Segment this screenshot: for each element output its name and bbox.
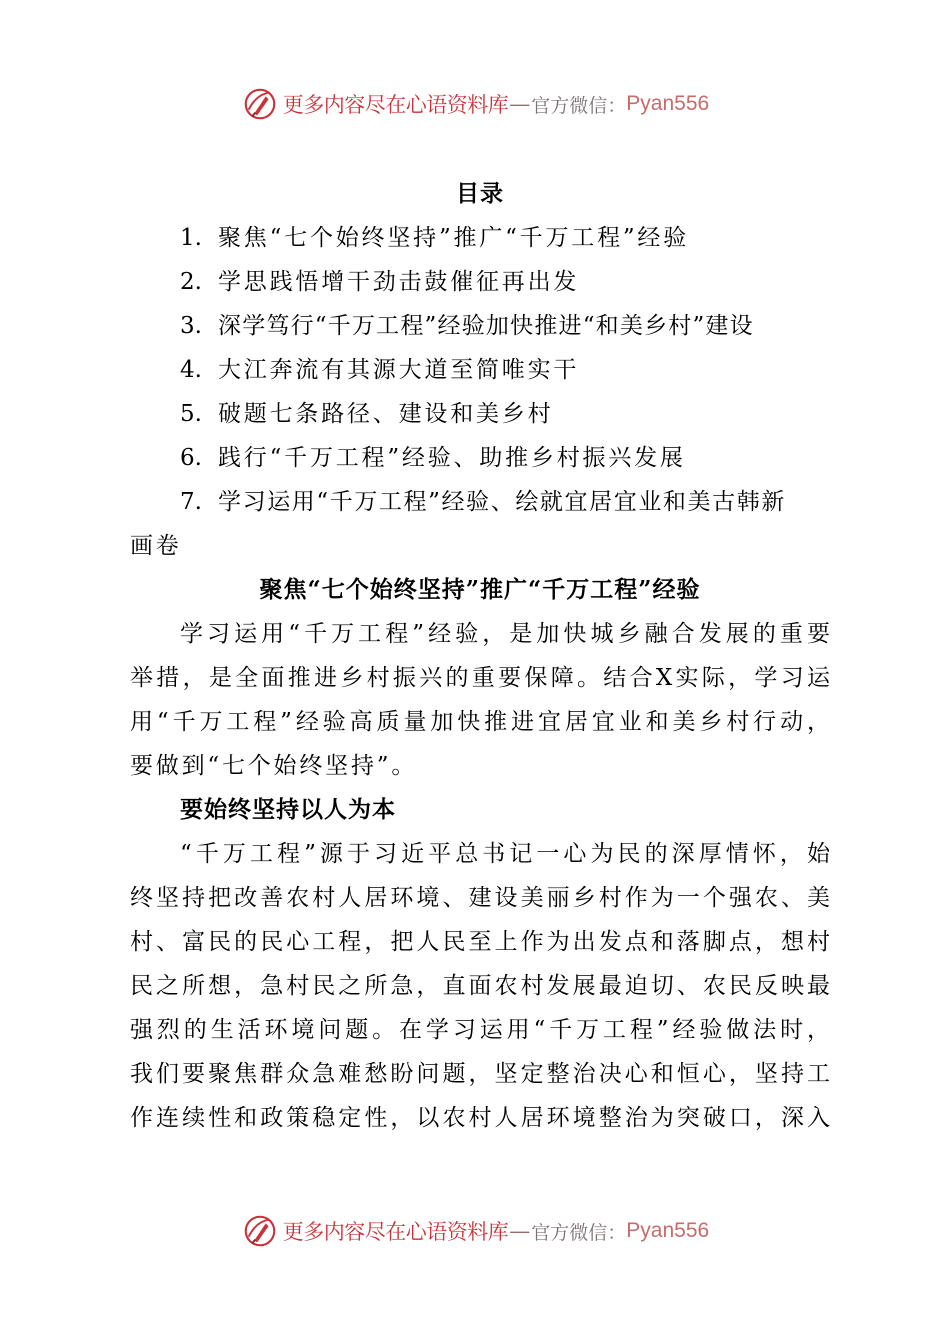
watermark-wechat-label: 官方微信：	[531, 94, 627, 117]
toc-item-number: 5.	[180, 401, 202, 427]
toc-item-text: 大江奔流有其源大道至简唯实干	[218, 357, 580, 383]
toc-item-text: 学思践悟增干劲击鼓催征再出发	[218, 269, 580, 295]
watermark-wechat-label: 官方微信：	[531, 1221, 627, 1244]
watermark-separator: —	[509, 1219, 531, 1243]
paragraph-line: “千万工程”源于习近平总书记一心为民的深厚情怀，始	[180, 841, 830, 867]
toc-item-continuation: 画卷	[130, 533, 182, 559]
paragraph-line: 作连续性和政策稳定性，以农村人居环境整治为突破口，深入	[130, 1105, 830, 1131]
toc-item-text: 践行“千万工程”经验、助推乡村振兴发展	[218, 445, 686, 471]
toc-item	[130, 436, 830, 480]
toc-item	[130, 216, 830, 260]
watermark-footer	[0, 1211, 950, 1251]
toc-item	[130, 260, 830, 304]
toc-item	[130, 304, 830, 348]
watermark-wechat-id: Pyan556	[626, 92, 710, 115]
toc-item-number: 2.	[180, 269, 202, 295]
article-title: 聚焦“七个始终坚持”推广“千万工程”经验	[259, 576, 701, 603]
watermark-main-text: 更多内容尽在心语资料库	[282, 1220, 509, 1244]
paragraph-line: 终坚持把改善农村人居环境、建设美丽乡村作为一个强农、美	[130, 885, 830, 911]
paragraph-line: 村、富民的民心工程，把人民至上作为出发点和落脚点，想村	[130, 929, 830, 955]
toc-item-number: 3.	[180, 313, 202, 339]
toc-item	[130, 480, 830, 524]
watermark-separator: —	[509, 92, 531, 116]
paragraph-line: 举措，是全面推进乡村振兴的重要保障。结合X实际，学习运	[130, 665, 830, 691]
pen-nib-swirl-logo-icon	[241, 1212, 279, 1250]
toc-item-number: 1.	[180, 225, 202, 251]
toc-item-text: 学习运用“千万工程”经验、绘就宜居宜业和美古韩新	[218, 489, 786, 515]
pen-nib-swirl-logo-icon	[241, 85, 279, 123]
paragraph-line: 民之所想，急村民之所急，直面农村发展最迫切、农民反映最	[130, 973, 830, 999]
toc-item	[130, 392, 830, 436]
watermark-header	[0, 84, 950, 124]
toc-item-text: 聚焦“七个始终坚持”推广“千万工程”经验	[218, 225, 690, 251]
watermark-wechat-id: Pyan556	[626, 1219, 710, 1242]
toc-item-text: 深学笃行“千万工程”经验加快推进“和美乡村”建设	[218, 313, 754, 339]
paragraph-line: 要做到“七个始终坚持”。	[130, 753, 418, 779]
watermark-main-text: 更多内容尽在心语资料库	[282, 93, 509, 117]
toc-item-text: 破题七条路径、建设和美乡村	[218, 401, 554, 427]
paragraph-line: 我们要聚焦群众急难愁盼问题，坚定整治决心和恒心，坚持工	[130, 1061, 830, 1087]
paragraph-line: 学习运用“千万工程”经验，是加快城乡融合发展的重要	[180, 621, 830, 647]
toc-item	[130, 348, 830, 392]
toc-item-number: 4.	[180, 357, 202, 383]
section-heading: 要始终坚持以人为本	[180, 796, 396, 823]
toc-item-number: 6.	[180, 445, 202, 471]
document-body	[130, 172, 830, 1140]
paragraph-line: 强烈的生活环境问题。在学习运用“千万工程”经验做法时，	[130, 1017, 830, 1043]
paragraph-line: 用“千万工程”经验高质量加快推进宜居宜业和美乡村行动，	[130, 709, 830, 735]
toc-title: 目录	[456, 180, 504, 207]
toc-item-number: 7.	[180, 489, 202, 515]
